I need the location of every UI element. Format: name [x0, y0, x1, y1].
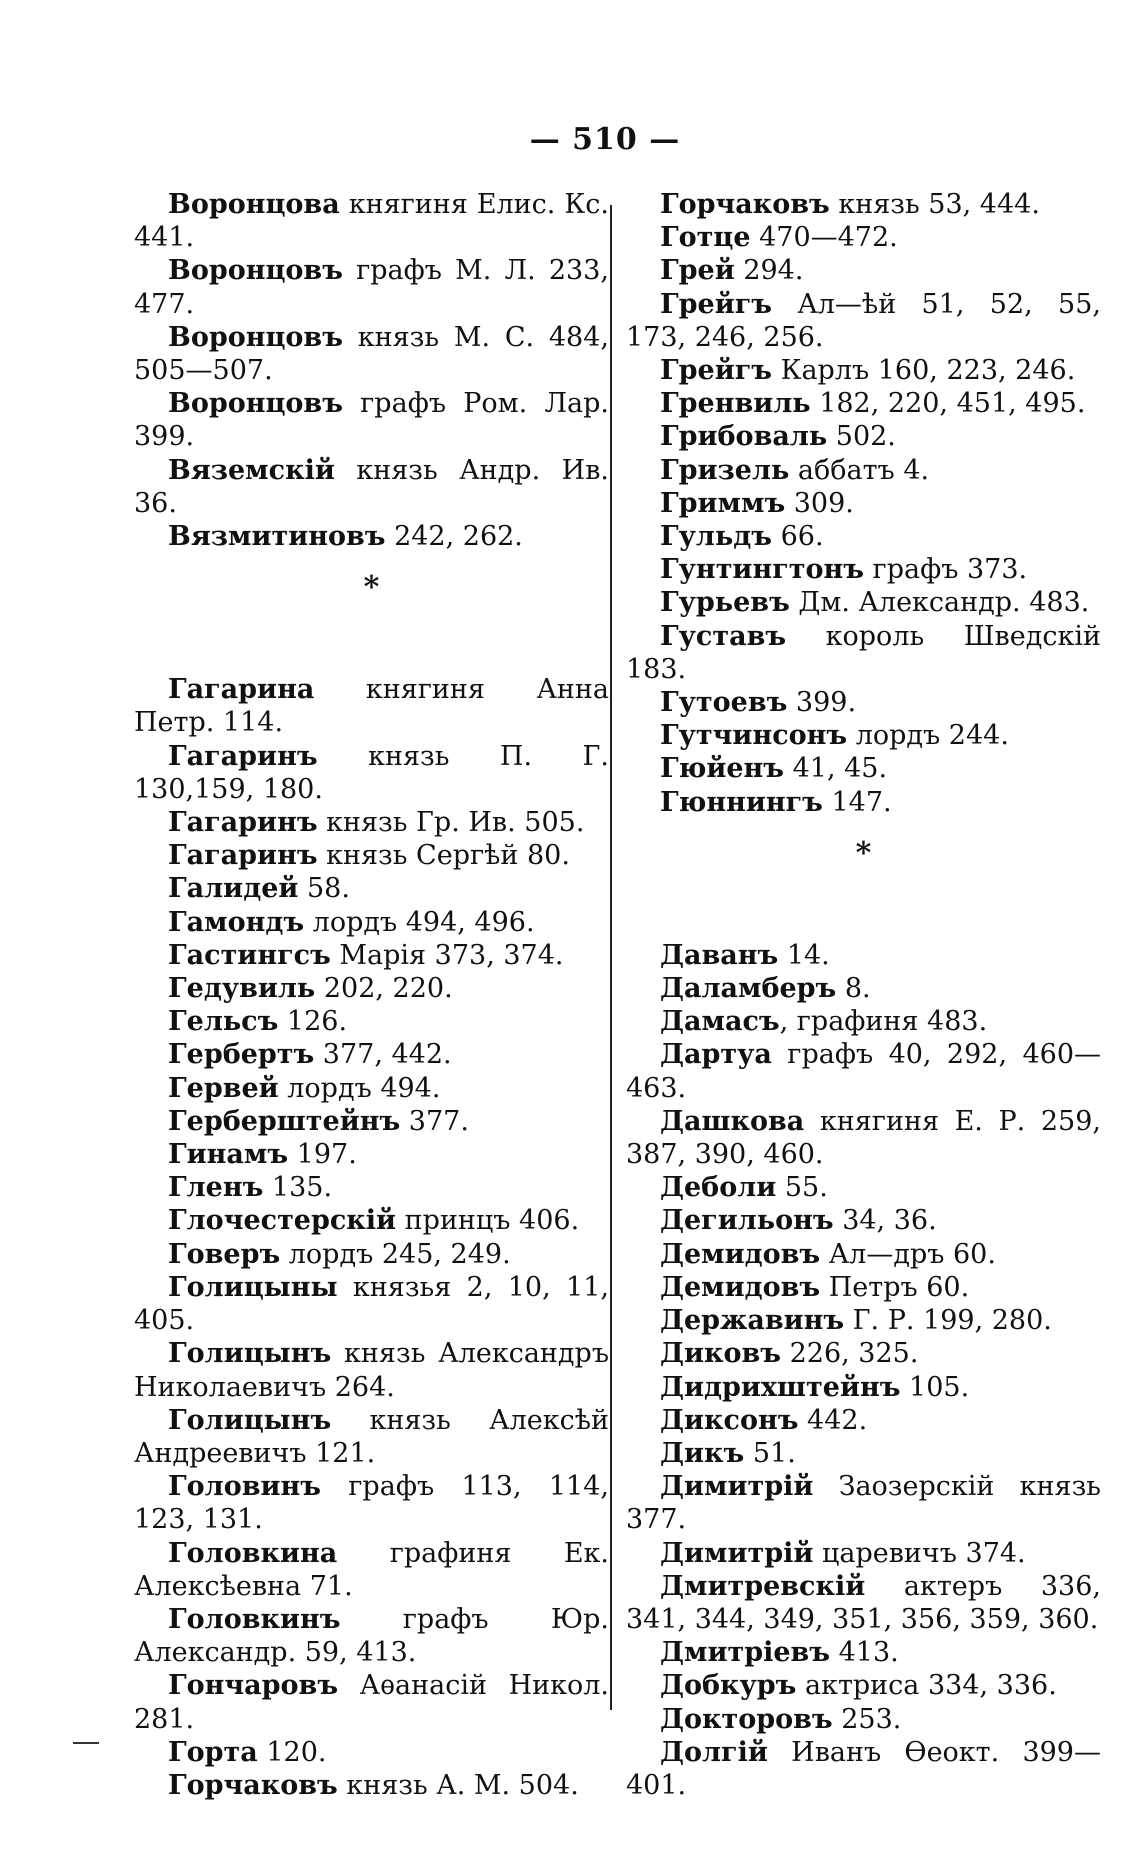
- entry-name: Воронцова: [168, 189, 340, 220]
- index-entry: [626, 972, 1101, 1005]
- entry-details: княгиня Е. Р. 259, 387, 390, 460.: [626, 1105, 1101, 1171]
- entry-details: князь Гр. Ив. 505.: [317, 807, 585, 839]
- index-entry: [626, 454, 1101, 487]
- entry-details: 309.: [785, 487, 854, 519]
- entry-details: 41, 45.: [784, 753, 888, 785]
- entry-name: Герберштейнъ: [168, 1105, 401, 1137]
- index-entry: [626, 786, 1101, 819]
- index-entry: [134, 254, 609, 320]
- entry-name: Голицынъ: [168, 1338, 332, 1370]
- entry-name: Гамондъ: [168, 906, 305, 938]
- entry-group-g-continued: [626, 188, 1101, 819]
- entry-name: Грейгъ: [660, 288, 772, 320]
- entry-details: княгиня Анна Петр. 114.: [134, 674, 609, 739]
- index-entry: [134, 1736, 609, 1769]
- entry-name: Демидовъ: [660, 1238, 821, 1270]
- entry-details: Петръ 60.: [820, 1271, 970, 1303]
- index-entry: [626, 553, 1101, 586]
- entry-name: Гервей: [168, 1072, 279, 1104]
- entry-name: Воронцовъ: [168, 388, 343, 420]
- entry-name: Демидовъ: [660, 1271, 821, 1303]
- index-entry: [134, 1404, 609, 1470]
- index-entry: [626, 1038, 1101, 1104]
- entry-details: 126.: [278, 1006, 348, 1038]
- entry-name: Гурьевъ: [660, 587, 790, 619]
- entry-name: Головкина: [168, 1537, 338, 1569]
- index-entry: [626, 387, 1101, 420]
- entry-name: Дамасъ: [660, 1006, 780, 1038]
- entry-name: Готце: [660, 222, 751, 254]
- index-entry: [134, 1005, 609, 1038]
- section-separator: *: [855, 835, 872, 871]
- entry-details: князь А. М. 504.: [337, 1769, 579, 1801]
- entry-details: князь Алексѣй Андреевичъ 121.: [134, 1404, 609, 1469]
- index-entry: [626, 188, 1101, 221]
- index-entry: [134, 872, 609, 905]
- entry-group-v: [134, 188, 609, 553]
- entry-group-g: [134, 673, 609, 1802]
- index-entry: [134, 1603, 609, 1669]
- index-entry: [626, 354, 1101, 387]
- entry-name: Вязмитиновъ: [168, 521, 386, 553]
- entry-name: Горта: [168, 1736, 258, 1768]
- index-entry: [134, 1537, 609, 1603]
- entry-name: Густавъ: [660, 620, 787, 652]
- entry-details: 66.: [772, 521, 824, 553]
- entry-name: Гедувиль: [168, 973, 316, 1005]
- index-entry: [134, 1171, 609, 1204]
- index-entry: [626, 420, 1101, 453]
- index-entry: [626, 586, 1101, 619]
- index-entry: [626, 620, 1101, 686]
- margin-mark: [73, 1742, 99, 1744]
- index-entry: [626, 1304, 1101, 1337]
- entry-details: 105.: [900, 1371, 970, 1403]
- index-entry: [134, 1470, 609, 1536]
- index-entry: [134, 1271, 609, 1337]
- entry-details: король Шведскій 183.: [626, 620, 1101, 685]
- entry-details: Аѳанасій Никол. 281.: [134, 1670, 609, 1735]
- index-entry: [134, 1669, 609, 1735]
- entry-details: 147.: [822, 786, 892, 818]
- index-entry: [134, 1105, 609, 1138]
- entry-details: графъ 113, 114, 123, 131.: [134, 1471, 609, 1536]
- entry-name: Гастингсъ: [168, 939, 331, 971]
- entry-details: 377, 442.: [314, 1039, 452, 1071]
- index-entry: [134, 906, 609, 939]
- index-entry: [134, 454, 609, 520]
- index-entry: [134, 673, 609, 739]
- index-entry: [626, 288, 1101, 354]
- entry-details: 55.: [776, 1172, 828, 1204]
- entry-details: 253.: [832, 1703, 902, 1735]
- index-entry: [626, 1271, 1101, 1304]
- entry-name: Воронцовъ: [168, 321, 343, 353]
- index-entry: [626, 520, 1101, 553]
- entry-details: 34, 36.: [833, 1205, 937, 1237]
- entry-details: 135.: [263, 1172, 333, 1204]
- entry-name: Дмитревскій: [660, 1570, 866, 1602]
- entry-details: 399.: [787, 687, 857, 719]
- entry-name: Гриммъ: [660, 487, 786, 519]
- index-column-right: [626, 188, 1101, 1802]
- entry-details: графъ 40, 292, 460—463.: [626, 1039, 1101, 1104]
- entry-name: Дикъ: [660, 1437, 745, 1469]
- entry-name: Даванъ: [660, 939, 779, 971]
- entry-details: княгиня Елис. Кс. 441.: [134, 189, 609, 254]
- entry-name: Гутчинсонъ: [660, 720, 848, 752]
- entry-details: графиня Ек. Алексѣевна 71.: [134, 1537, 609, 1602]
- index-entry: [134, 188, 609, 254]
- index-entry: [134, 321, 609, 387]
- entry-details: Ал—дръ 60.: [820, 1238, 996, 1270]
- entry-details: 242, 262.: [385, 521, 523, 553]
- entry-name: Гунтингтонъ: [660, 554, 864, 586]
- entry-details: лордъ 494.: [278, 1072, 441, 1104]
- page-number: — 510 —: [529, 122, 681, 157]
- entry-name: Гульдъ: [660, 521, 772, 553]
- entry-details: графъ Юр. Александр. 59, 413.: [134, 1603, 609, 1669]
- entry-name: Долгій: [660, 1736, 768, 1768]
- index-entry: [134, 839, 609, 872]
- index-entry: [626, 1636, 1101, 1669]
- entry-details: Г. Р. 199, 280.: [844, 1305, 1052, 1337]
- index-entry: [134, 806, 609, 839]
- entry-name: Диксонъ: [660, 1404, 799, 1436]
- entry-name: Гинамъ: [168, 1139, 289, 1171]
- entry-name: Димитрій: [660, 1537, 814, 1569]
- section-separator: *: [363, 570, 380, 606]
- entry-name: Воронцовъ: [168, 255, 343, 287]
- entry-details: графъ 373.: [863, 554, 1028, 586]
- entry-details: князь Андр. Ив. 36.: [134, 454, 609, 519]
- index-entry: [626, 719, 1101, 752]
- entry-details: аббатъ 4.: [789, 454, 930, 486]
- entry-details: 226, 325.: [781, 1338, 919, 1370]
- entry-details: 413.: [830, 1637, 899, 1669]
- entry-name: Диковъ: [660, 1338, 782, 1370]
- index-entry: [626, 1204, 1101, 1237]
- entry-name: Гагаринъ: [168, 807, 318, 839]
- index-entry: [134, 1337, 609, 1403]
- entry-details: царевичъ 374.: [813, 1537, 1026, 1569]
- index-entry: [626, 1669, 1101, 1702]
- index-entry: [626, 1703, 1101, 1736]
- entry-group-d: [626, 939, 1101, 1802]
- entry-details: 294.: [734, 255, 804, 287]
- entry-details: Ал—ѣй 51, 52, 55, 173, 246, 256.: [626, 288, 1101, 353]
- entry-name: Докторовъ: [660, 1703, 833, 1735]
- entry-details: актеръ 336, 341, 344, 349, 351, 356, 359, 360.: [626, 1570, 1101, 1635]
- entry-name: Гризель: [660, 454, 790, 486]
- entry-details: князья 2, 10, 11, 405.: [134, 1271, 609, 1337]
- entry-name: Глочестерскій: [168, 1205, 397, 1237]
- index-entry: [626, 1238, 1101, 1271]
- index-entry: [134, 1204, 609, 1237]
- entry-name: Горчаковъ: [660, 189, 830, 220]
- entry-name: Державинъ: [660, 1305, 845, 1337]
- entry-details: 51.: [744, 1437, 796, 1469]
- entry-details: Марія 373, 374.: [330, 939, 564, 971]
- entry-details: 58.: [298, 873, 350, 905]
- entry-name: Димитрій: [660, 1471, 814, 1503]
- entry-name: Говеръ: [168, 1238, 281, 1270]
- index-entry: [134, 1038, 609, 1071]
- entry-details: принцъ 406.: [396, 1205, 580, 1237]
- entry-name: Головкинъ: [168, 1603, 341, 1635]
- entry-details: 120.: [257, 1736, 327, 1768]
- entry-details: , графиня 483.: [779, 1006, 988, 1038]
- entry-name: Горчаковъ: [168, 1769, 338, 1801]
- index-entry: [626, 1171, 1101, 1204]
- index-entry: [626, 686, 1101, 719]
- entry-name: Голицынъ: [168, 1404, 332, 1436]
- entry-details: князь М. С. 484, 505—507.: [134, 321, 609, 387]
- entry-details: князь П. Г. 130,159, 180.: [134, 740, 609, 805]
- entry-name: Грейгъ: [660, 355, 772, 387]
- index-entry: [134, 1238, 609, 1271]
- index-entry: [626, 1736, 1101, 1802]
- entry-details: 8.: [836, 973, 871, 1005]
- entry-name: Гагарина: [168, 674, 315, 706]
- entry-name: Гагаринъ: [168, 840, 318, 872]
- entry-details: 197.: [288, 1139, 357, 1171]
- entry-details: 14.: [778, 939, 830, 971]
- entry-name: Даламберъ: [660, 973, 837, 1005]
- index-entry: [626, 1570, 1101, 1636]
- entry-details: актриса 334, 336.: [796, 1670, 1057, 1702]
- index-entry: [626, 752, 1101, 785]
- index-entry: [134, 972, 609, 1005]
- entry-name: Гончаровъ: [168, 1670, 339, 1702]
- entry-name: Дегильонъ: [660, 1205, 834, 1237]
- index-entry: [134, 387, 609, 453]
- index-entry: [626, 939, 1101, 972]
- entry-details: 502.: [827, 421, 896, 453]
- index-entry: [626, 1537, 1101, 1570]
- index-entry: [626, 254, 1101, 287]
- entry-details: 377.: [400, 1105, 469, 1137]
- entry-name: Деболи: [660, 1172, 777, 1204]
- entry-name: Дидрихштейнъ: [660, 1371, 901, 1403]
- index-entry: [134, 740, 609, 806]
- index-entry: [626, 1005, 1101, 1038]
- entry-details: князь Александръ Николаевичъ 264.: [134, 1338, 609, 1403]
- index-entry: [626, 1371, 1101, 1404]
- entry-name: Галидей: [168, 873, 299, 905]
- entry-details: Карлъ 160, 223, 246.: [771, 355, 1076, 387]
- entry-details: князь Сергѣй 80.: [317, 840, 570, 872]
- entry-details: 182, 220, 451, 495.: [810, 388, 1086, 420]
- entry-details: лордъ 244.: [847, 720, 1009, 752]
- index-column-left: [134, 188, 609, 1802]
- entry-name: Гербертъ: [168, 1039, 315, 1071]
- index-entry: [134, 939, 609, 972]
- entry-name: Дашкова: [660, 1105, 805, 1137]
- entry-details: лордъ 494, 496.: [304, 906, 535, 938]
- index-entry: [626, 1105, 1101, 1171]
- entry-details: графъ Ром. Лар. 399.: [134, 388, 609, 453]
- index-entry: [626, 1404, 1101, 1437]
- entry-details: Иванъ Ѳеокт. 399—401.: [626, 1736, 1101, 1801]
- index-entry: [134, 520, 609, 553]
- entry-name: Гельсъ: [168, 1006, 279, 1038]
- entry-name: Гленъ: [168, 1172, 264, 1204]
- entry-name: Гагаринъ: [168, 740, 318, 772]
- entry-name: Гюйенъ: [660, 753, 785, 785]
- index-entry: [626, 1437, 1101, 1470]
- index-entry: [626, 1470, 1101, 1536]
- entry-name: Дартуа: [660, 1039, 772, 1071]
- entry-name: Гренвиль: [660, 388, 811, 420]
- index-entry: [134, 1072, 609, 1105]
- entry-details: лордъ 245, 249.: [280, 1238, 511, 1270]
- entry-details: 442.: [798, 1404, 868, 1436]
- index-entry: [626, 221, 1101, 254]
- entry-name: Грей: [660, 255, 735, 287]
- entry-details: 470—472.: [750, 222, 898, 254]
- index-entry: [626, 1337, 1101, 1370]
- index-entry: [134, 1138, 609, 1171]
- entry-name: Добкуръ: [660, 1670, 797, 1702]
- entry-name: Головинъ: [168, 1471, 321, 1503]
- entry-details: Дм. Александр. 483.: [789, 587, 1090, 619]
- entry-details: графъ М. Л. 233, 477.: [134, 255, 609, 320]
- entry-details: 202, 220.: [315, 973, 453, 1005]
- index-entry: [134, 1769, 609, 1802]
- entry-name: Дмитріевъ: [660, 1637, 831, 1669]
- entry-name: Гутоевъ: [660, 687, 788, 719]
- entry-name: Голицыны: [168, 1271, 338, 1303]
- entry-name: Вяземскій: [168, 454, 335, 486]
- entry-name: Грибоваль: [660, 421, 828, 453]
- entry-name: Гюннингъ: [660, 786, 823, 818]
- entry-details: Заозерскій князь 377.: [626, 1471, 1101, 1536]
- index-entry: [626, 487, 1101, 520]
- column-divider: [610, 205, 612, 1710]
- entry-details: князь 53, 444.: [829, 189, 1040, 220]
